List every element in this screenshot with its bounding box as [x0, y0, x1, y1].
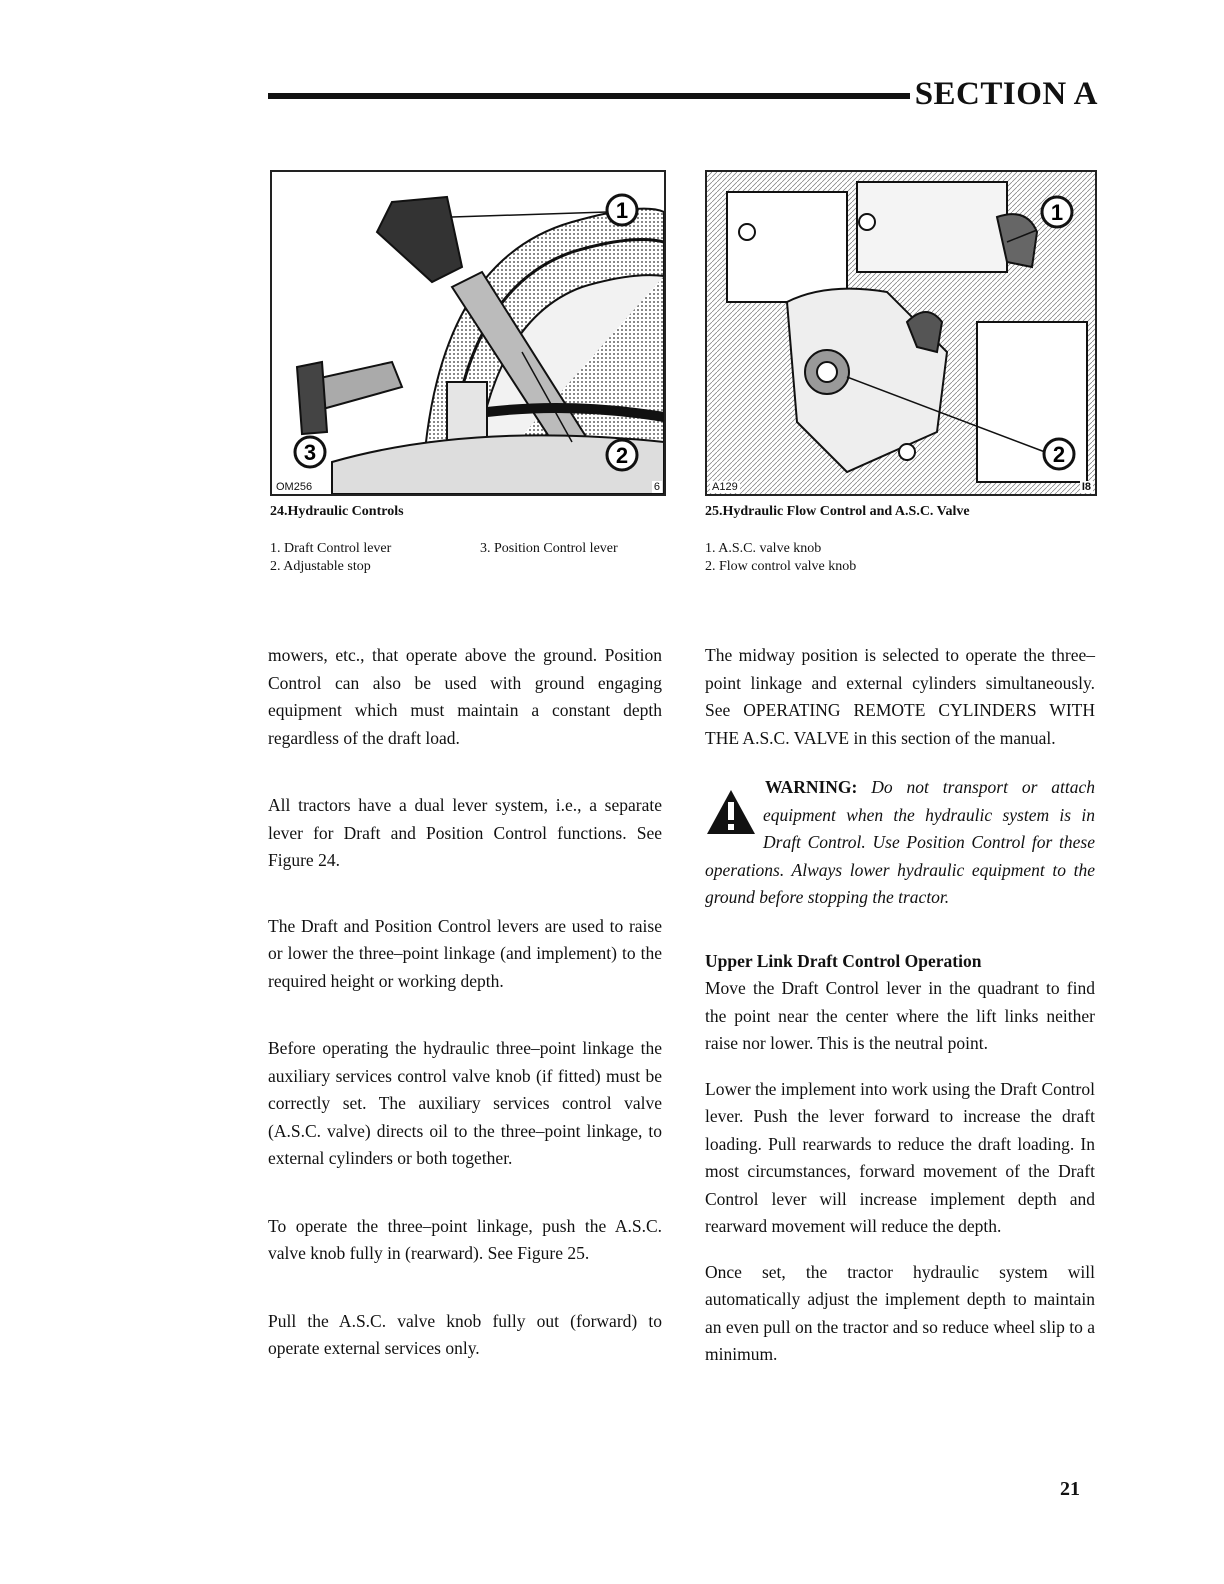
header-rule — [268, 93, 910, 99]
section-title: SECTION A — [914, 76, 1098, 112]
figure-24-legend-2: 2. Adjustable stop — [270, 559, 371, 574]
warning-text: Do not transport or attach equipment when the hydraulic system is in Draft Control. Use Position Control for these operations. Always lower hydraulic equipment to the ground before stopping the tractor. — [705, 777, 1095, 907]
paragraph: Before operating the hydraulic three–point linkage the auxiliary services control valve knob (if fitted) must be correctly set. The auxiliary services control valve (A.S.C. valve) directs oil to the three–point linkage, to external cylinders or both together. — [268, 1038, 662, 1168]
figure-24-corner-mark: 6 — [653, 481, 660, 493]
paragraph: Pull the A.S.C. valve knob fully out (forward) to operate external services only. — [268, 1310, 662, 1358]
callout-2: 2 — [1052, 442, 1066, 467]
figure-24-legend-1: 1. Draft Control lever — [270, 541, 392, 556]
left-text-column — [268, 642, 662, 1363]
callout-1: 1 — [615, 198, 629, 223]
figure-25-corner-mark: I8 — [1081, 481, 1091, 493]
figure-25-legend-2: 2. Flow control valve knob — [705, 559, 857, 574]
paragraph: To operate the three–point linkage, push the A.S.C. valve knob fully in (rearward). See Figure 25. — [268, 1215, 662, 1263]
hydraulic-controls-drawing — [272, 172, 664, 494]
flow-control-valve-drawing — [707, 172, 1095, 494]
callout-2: 2 — [615, 443, 629, 468]
callout-1: 1 — [1050, 200, 1064, 225]
figure-25-illustration — [705, 170, 1097, 496]
warning-label: WARNING: — [765, 777, 858, 797]
paragraph: The Draft and Position Control levers are used to raise or lower the three–point linkage (and implement) to the required height or working depth. — [268, 915, 662, 991]
warning-block — [705, 774, 1095, 912]
paragraph: Move the Draft Control lever in the quadrant to find the point near the center where the lift links neither raise nor lower. This is the neutral point. — [705, 978, 1095, 1053]
figure-25-id: A129 — [712, 481, 738, 493]
paragraph: mowers, etc., that operate above the ground. Position Control can also be used with ground engaging equipment which must maintain a constant depth regardless of the draft load. — [268, 645, 662, 748]
figure-24-legend-3: 3. Position Control lever — [480, 541, 618, 556]
figure-24-id: OM256 — [276, 481, 313, 493]
callout-3: 3 — [303, 440, 317, 465]
figure-24-caption: 24.Hydraulic Controls — [270, 504, 404, 519]
paragraph: The midway position is selected to operate the three–point linkage and external cylinders simultaneously. See OPERATING REMOTE CYLINDERS WITH THE A.S.C. VALVE in this section of the manual. — [705, 645, 1095, 748]
figure-24-illustration — [270, 170, 666, 496]
warning-icon — [705, 788, 757, 836]
right-text-column — [705, 642, 1095, 1369]
page-number: 21 — [1060, 1478, 1080, 1500]
figure-25-legend-1: 1. A.S.C. valve knob — [705, 541, 822, 556]
paragraph: Lower the implement into work using the Draft Control lever. Push the lever forward to increase the draft loading. Pull rearwards to reduce the draft loading. In most circumstances, forward movement of the Draft Control lever will increase implement depth and rearward movement will reduce the depth. — [705, 1078, 1095, 1236]
subheading: Upper Link Draft Control Operation — [705, 950, 982, 971]
figure-25-caption: 25.Hydraulic Flow Control and A.S.C. Valve — [705, 504, 970, 519]
paragraph: All tractors have a dual lever system, i.e., a separate lever for Draft and Position Control functions. See Figure 24. — [268, 795, 662, 870]
paragraph: Once set, the tractor hydraulic system will automatically adjust the implement depth to maintain an even pull on the tractor and so reduce wheel slip to a minimum. — [705, 1261, 1095, 1364]
